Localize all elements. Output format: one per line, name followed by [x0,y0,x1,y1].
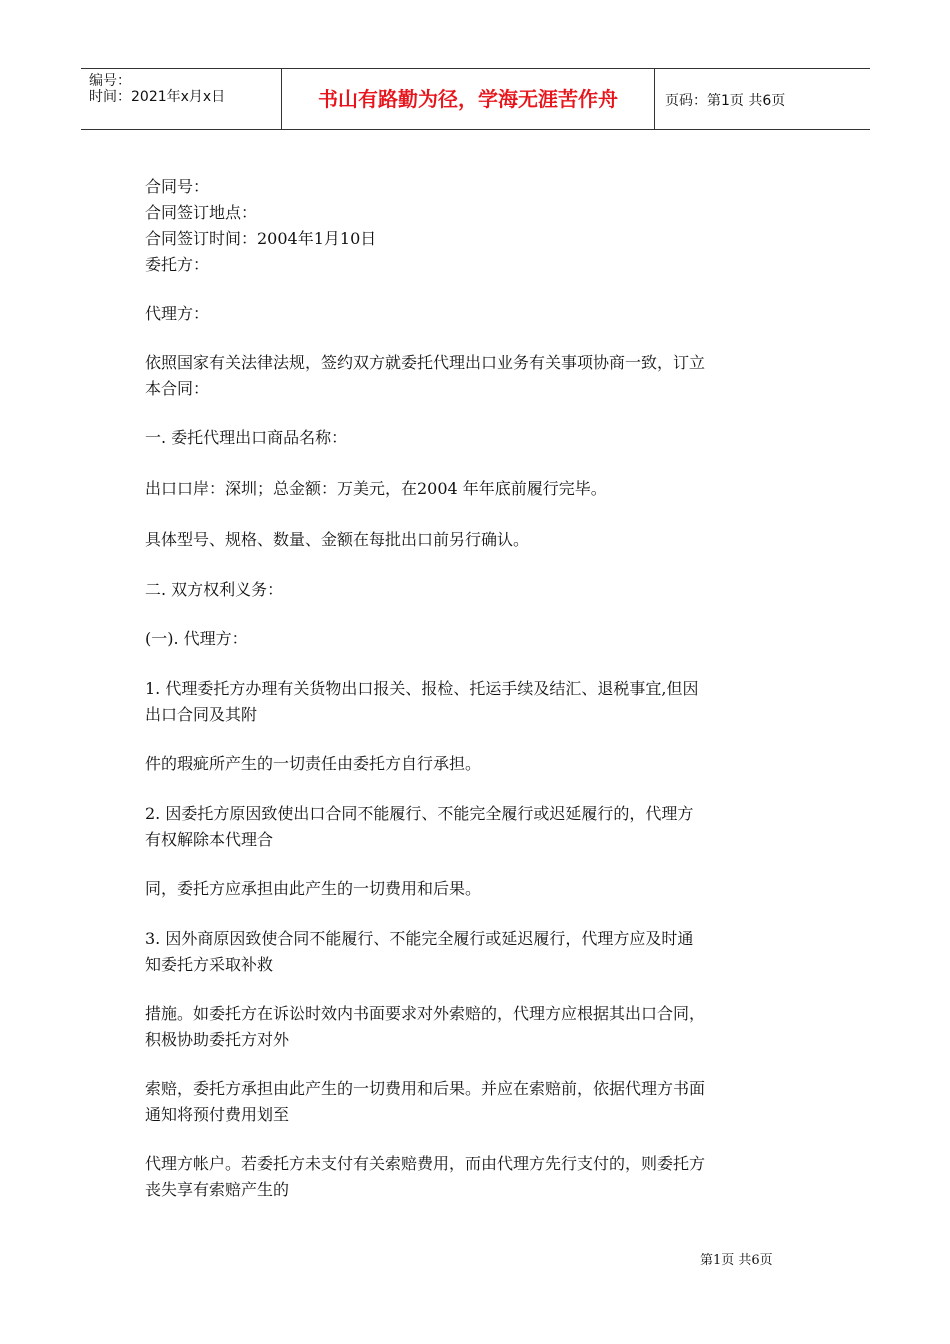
agent-line: 代理方： [145,304,210,323]
signing-place-line: 合同签订地点： [145,203,258,222]
preamble-line-2: 本合同： [145,379,210,398]
document-time-label: 时间：2021年x月x日 [89,89,226,105]
clause-2-line-2: 有权解除本代理合 [145,830,274,849]
document-number-label: 编号： [89,73,131,89]
header-motto-cell [282,69,655,129]
document-header [81,68,870,130]
header-meta-cell [81,69,282,129]
page-footer: 第1页 共6页 [700,1253,773,1268]
clause-3-line-3: 措施。如委托方在诉讼时效内书面要求对外索赔的，代理方应根据其出口合同， [145,1004,706,1023]
subsection-agent-heading: (一). 代理方： [145,629,248,648]
section-1-heading: 一. 委托代理出口商品名称： [145,428,348,447]
clause-3-line-6: 通知将预付费用划至 [145,1105,290,1124]
header-page-info: 页码：第1页 共6页 [665,93,786,109]
clause-3-line-4: 积极协助委托方对外 [145,1030,290,1049]
clause-2-line-3: 同，委托方应承担由此产生的一切费用和后果。 [145,879,482,898]
clause-3-line-7: 代理方帐户。若委托方未支付有关索赔费用，而由代理方先行支付的，则委托方 [145,1154,706,1173]
preamble-line-1: 依照国家有关法律法规，签约双方就委托代理出口业务有关事项协商一致，订立 [145,353,706,372]
specification-line: 具体型号、规格、数量、金额在每批出口前另行确认。 [145,530,530,549]
clause-3-line-1: 3. 因外商原因致使合同不能履行、不能完全履行或延迟履行，代理方应及时通 [145,929,694,948]
header-page-cell [655,69,870,129]
principal-line: 委托方： [145,255,210,274]
clause-1-line-2: 出口合同及其附 [145,705,258,724]
clause-2-line-1: 2. 因委托方原因致使出口合同不能履行、不能完全履行或迟延履行的，代理方 [145,804,694,823]
clause-1-line-1: 1. 代理委托方办理有关货物出口报关、报检、托运手续及结汇、退税事宜,但因 [145,679,699,698]
clause-1-line-3: 件的瑕疵所产生的一切责任由委托方自行承担。 [145,754,482,773]
section-2-heading: 二. 双方权利义务： [145,580,284,599]
clause-3-line-5: 索赔，委托方承担由此产生的一切费用和后果。并应在索赔前，依据代理方书面 [145,1079,706,1098]
clause-3-line-2: 知委托方采取补救 [145,955,274,974]
signing-time-line: 合同签订时间：2004年1月10日 [145,229,377,248]
header-motto: 书山有路勤为径，学海无涯苦作舟 [318,87,618,111]
clause-3-line-8: 丧失享有索赔产生的 [145,1180,290,1199]
export-port-line: 出口口岸：深圳；总金额：万美元，在2004 年年底前履行完毕。 [145,479,607,498]
contract-number-line: 合同号： [145,177,210,196]
